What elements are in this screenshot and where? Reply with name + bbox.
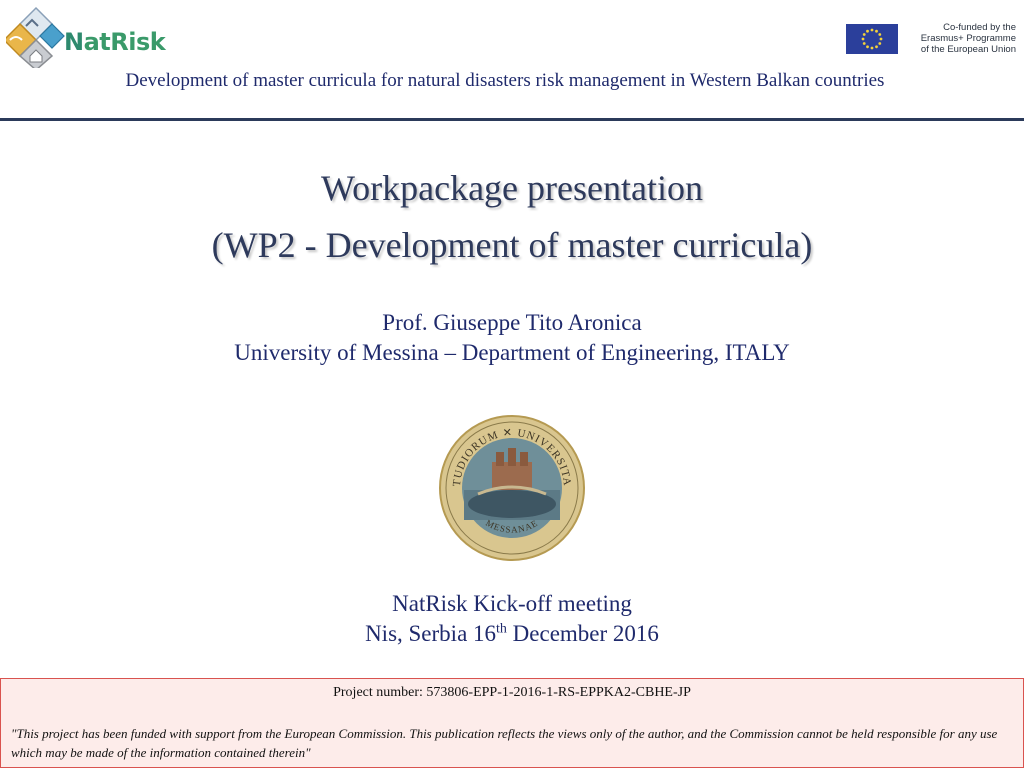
author-block: [0, 308, 1024, 368]
natrisk-diamond-icon: [6, 6, 66, 68]
eu-cofunding-logo: [846, 22, 1016, 56]
seal-text-bottom: MESSANAE: [484, 517, 540, 535]
author-affiliation: University of Messina – Department of Engineering, ITALY: [234, 340, 790, 365]
meeting-info: [0, 589, 1024, 649]
eu-text-line: of the European Union: [920, 44, 1016, 55]
header-divider: [0, 118, 1024, 121]
natrisk-logo: [6, 6, 166, 68]
logo-letter-n: N: [64, 28, 84, 56]
date-ordinal-suffix: th: [496, 621, 507, 637]
slide-title: [0, 160, 1024, 274]
author-name: Prof. Giuseppe Tito Aronica: [382, 310, 642, 335]
meeting-title: NatRisk Kick-off meeting: [392, 591, 632, 616]
meeting-date-rest: December 2016: [506, 621, 659, 646]
project-subtitle: Development of master curricula for natural disasters risk management in Western Balkan countries: [125, 70, 885, 91]
natrisk-logo-text: [64, 28, 165, 56]
project-number: Project number: 573806-EPP-1-2016-1-RS-EPPKA2-CBHE-JP: [333, 685, 691, 700]
eu-flag-icon: [846, 24, 898, 54]
funding-footer: [0, 678, 1024, 768]
eu-cofunding-text: [904, 22, 1016, 55]
funding-disclaimer: "This project has been funded with support from the European Commission. This publication reflects the views only of the author, and the Commission cannot be held responsible for any use which may be made of the information contained therein": [11, 726, 998, 760]
meeting-location: Nis, Serbia 16: [365, 621, 497, 646]
seal-text-top: TUDIORUM ✕ UNIVERSITA: [450, 426, 574, 487]
logo-letters-rest: atRisk: [83, 28, 166, 56]
title-line-1: Workpackage presentation: [321, 168, 703, 208]
meeting-location-date: [0, 619, 1024, 649]
title-line-2: (WP2 - Development of master curricula): [211, 225, 813, 265]
eu-text-line: Co-funded by the: [943, 22, 1016, 33]
eu-text-line: Erasmus+ Programme: [920, 33, 1016, 44]
university-seal-image: [438, 414, 586, 562]
